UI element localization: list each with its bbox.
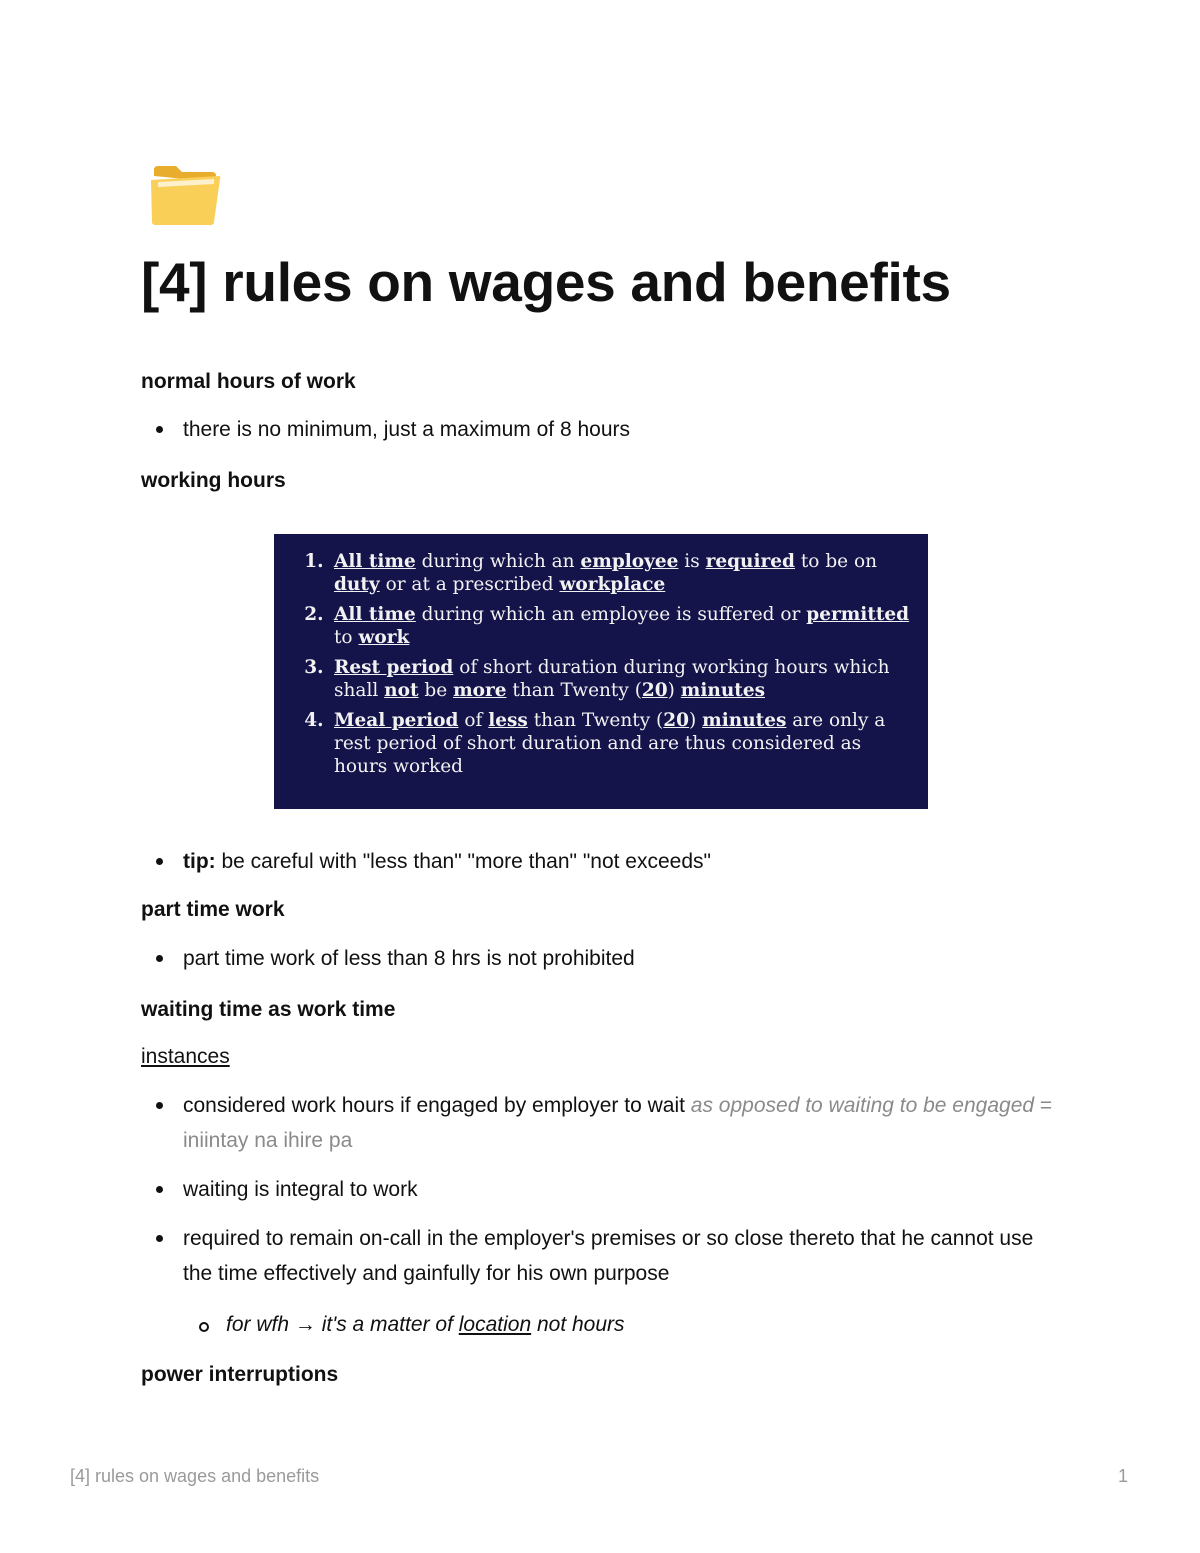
bullet-no-minimum: there is no minimum, just a maximum of 8 hours xyxy=(183,412,1063,447)
working-hours-item: 1. All time during which an employee is required to be on duty or at a prescribed workplace xyxy=(330,550,910,596)
tip-text: be careful with "less than" "more than" "not exceeds" xyxy=(215,850,711,873)
section-heading-waiting-time: waiting time as work time xyxy=(141,998,396,1021)
working-hours-item: 2. All time during which an employee is suffered or permitted to work xyxy=(330,603,910,649)
working-hours-item: 3. Rest period of short duration during working hours which shall not be more than Twenty (20) minutes xyxy=(330,656,910,702)
bullet-part-time: part time work of less than 8 hrs is not prohibited xyxy=(183,941,1063,976)
working-hours-item: 4. Meal period of less than Twenty (20) minutes are only a rest period of short duration and are thus considered as hours worked xyxy=(330,709,910,778)
folder-icon xyxy=(148,162,222,228)
bullet-tip xyxy=(183,844,1063,879)
subbullet-wfh: for wfh → it's a matter of location not hours xyxy=(226,1313,625,1336)
footer-title: [4] rules on wages and benefits xyxy=(70,1466,320,1486)
bullet-on-call: required to remain on-call in the employer's premises or so close thereto that he cannot use the time effectively and gainfully for his own purpose xyxy=(183,1221,1063,1291)
page-number: 1 xyxy=(1118,1466,1129,1486)
section-heading-power: power interruptions xyxy=(141,1363,339,1386)
subheading-instances: instances xyxy=(141,1045,230,1068)
bullet-considered-work-hours: considered work hours if engaged by employer to wait as opposed to waiting to be engaged = iniintay na ihire pa xyxy=(183,1088,1063,1158)
working-hours-image xyxy=(274,534,928,809)
section-heading-part-time: part time work xyxy=(141,898,285,921)
bullet-integral: waiting is integral to work xyxy=(183,1172,1063,1207)
section-heading-working-hours: working hours xyxy=(141,469,286,492)
section-heading-normal-hours: normal hours of work xyxy=(141,370,356,393)
page-title: [4] rules on wages and benefits xyxy=(141,251,951,313)
working-hours-list xyxy=(274,534,928,778)
tip-label: tip: xyxy=(183,850,216,873)
